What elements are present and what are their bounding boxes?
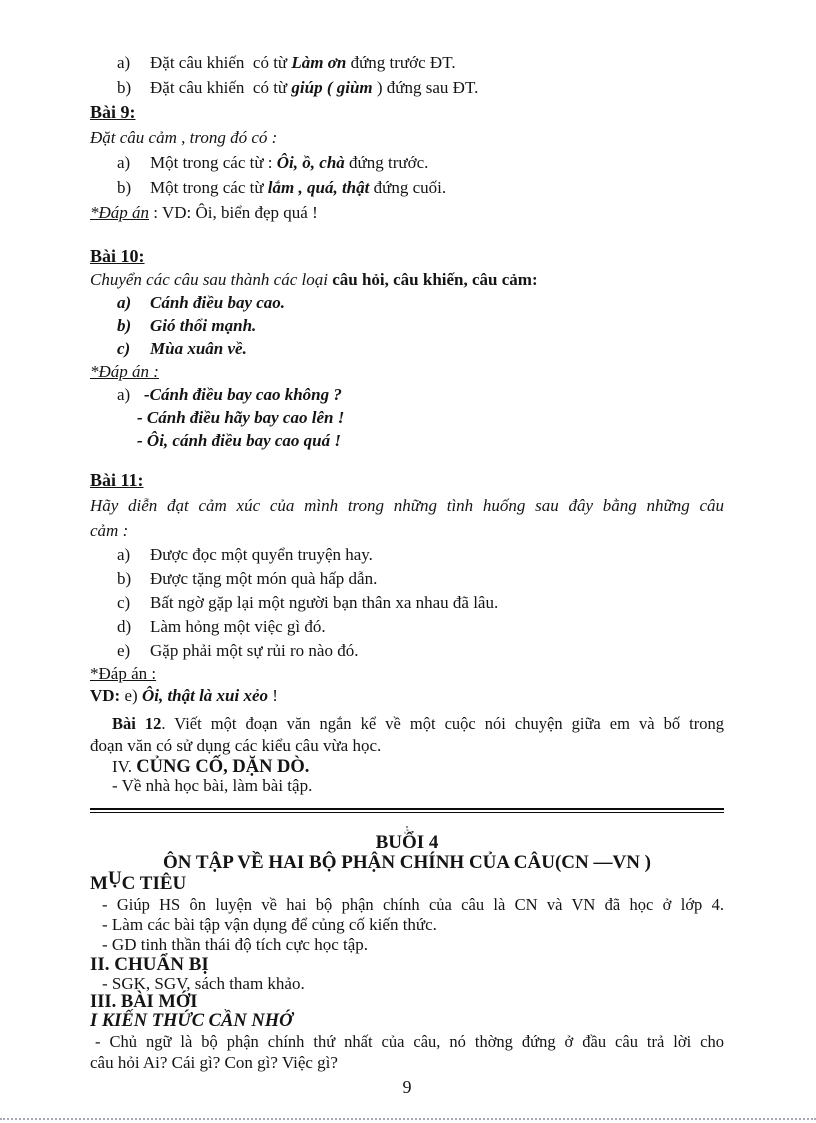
exercise11-item-b xyxy=(117,567,724,591)
item-text: Một trong các từ : xyxy=(150,153,277,172)
item-text: Làm hỏng một việc gì đó. xyxy=(150,617,326,636)
exercise10-item-a xyxy=(117,291,724,314)
exercise10-answer-label xyxy=(90,360,724,383)
section4-heading xyxy=(90,757,724,777)
list-marker: c) xyxy=(117,339,131,358)
exercise10-answer-b: - Cánh điều hãy bay cao lên ! xyxy=(137,408,345,427)
exercise11-item-c xyxy=(117,591,724,615)
objective-item-3: - GD tinh thần thái độ tích cực học tập. xyxy=(102,935,369,954)
session-title: BUỔI 4 xyxy=(375,832,439,853)
exercise12-line2: đoạn văn có sử dụng các kiểu câu vừa học. xyxy=(90,736,382,755)
exercise10-title: Bài 10: xyxy=(90,246,145,266)
exercise11-intro-line1: Hãy diễn đạt cảm xúc của mình trong những tình huống sau đây bằng những câu xyxy=(90,496,724,515)
exercise11-item-a xyxy=(117,543,724,567)
item-text: Cánh điều bay cao. xyxy=(150,293,286,312)
heading-raised-letter: Ụ xyxy=(107,868,122,889)
item-text-emphasis: Làm ơn xyxy=(291,53,347,72)
exercise9-intro: Đặt câu cảm , trong đó có : xyxy=(90,128,278,147)
list-marker: b) xyxy=(117,316,132,335)
answer-label: *Đáp án : xyxy=(90,664,157,683)
item-text: Một trong các từ xyxy=(150,178,268,197)
answer-label: *Đáp án xyxy=(90,203,150,222)
exercise8-item-b xyxy=(117,75,724,100)
answer-text: e) xyxy=(120,686,142,705)
exercise9-item-a xyxy=(117,150,724,175)
answer-text: -Cánh điều bay cao không ? xyxy=(144,385,342,404)
heading-text: C TIÊU xyxy=(121,873,187,894)
list-marker: a) xyxy=(117,153,131,172)
item-text: Bất ngờ gặp lại một người bạn thân xa nhau đã lâu. xyxy=(150,593,499,612)
scan-artifact xyxy=(406,826,408,828)
footer-dotted-line xyxy=(0,1118,816,1120)
item-text: Gặp phải một sự rủi ro nào đó. xyxy=(150,641,359,660)
list-marker: b) xyxy=(117,569,132,588)
item-text: Đặt câu khiến có từ xyxy=(150,78,292,97)
preparation-note: - SGK, SGV, sách tham khảo. xyxy=(102,974,305,993)
preparation-heading: II. CHUẨN BỊ xyxy=(90,954,209,975)
heading-text: M xyxy=(90,873,108,894)
section-divider-line xyxy=(90,808,724,813)
exercise11-title: Bài 11: xyxy=(90,470,144,490)
list-marker: a) xyxy=(117,385,135,404)
list-marker: a) xyxy=(117,545,131,564)
item-text: đứng trước ĐT. xyxy=(346,53,456,72)
objective-item-2: - Làm các bài tập vận dụng để củng cố kiến thức. xyxy=(102,915,437,934)
answer-label: *Đáp án : xyxy=(90,362,159,381)
item-text: Được đọc một quyển truyện hay. xyxy=(150,545,373,564)
section-title: CỦNG CỐ, DẶN DÒ. xyxy=(136,757,310,777)
item-text: Đặt câu khiến có từ xyxy=(150,53,292,72)
exercise12-label: Bài 12 xyxy=(112,714,162,733)
intro-bold: câu hỏi, câu khiến, câu cảm: xyxy=(332,270,538,289)
exercise9-title: Bài 9: xyxy=(90,102,136,122)
answer-text: : VD: Ôi, biển đẹp quá ! xyxy=(149,203,318,222)
exercise8-item-a xyxy=(117,50,724,75)
knowledge-heading: I KIẾN THỨC CẦN NHỚ xyxy=(90,1011,293,1031)
item-text-emphasis: Ôi, ồ, chà xyxy=(276,153,345,172)
section-number: IV. xyxy=(112,757,137,776)
objectives-heading xyxy=(90,868,724,895)
exercise11-answer xyxy=(90,685,724,707)
answer-text: ! xyxy=(268,686,278,705)
exercise9-answer xyxy=(90,200,724,225)
exercise10-answer-a xyxy=(117,383,724,406)
exercise11-intro-line2: cảm : xyxy=(90,521,129,540)
knowledge-text-line2: câu hỏi Ai? Cái gì? Con gì? Việc gì? xyxy=(90,1053,338,1072)
answer-text-emphasis: Ôi, thật là xui xẻo xyxy=(141,686,269,705)
item-text: Gió thổi mạnh. xyxy=(150,316,257,335)
item-text: đứng cuối. xyxy=(369,178,447,197)
item-text: đứng trước. xyxy=(344,153,429,172)
knowledge-text-line1: - Chủ ngữ là bộ phận chính thứ nhất của câu, nó thờng đứng ở đầu câu trả lời cho xyxy=(95,1032,724,1051)
list-marker: b) xyxy=(117,178,132,197)
objective-item-1: - Giúp HS ôn luyện về hai bộ phận chính của câu là CN và VN đã học ở lớp 4. xyxy=(102,895,724,914)
list-marker: e) xyxy=(117,641,131,660)
list-marker: b) xyxy=(117,78,132,97)
list-marker: a) xyxy=(117,293,132,312)
paragraph-text: . Viết một đoạn văn ngắn kể về một cuộc nói chuyện giữa em và bố trong xyxy=(161,714,724,733)
exercise9-item-b xyxy=(117,175,724,200)
new-lesson-heading: III. BÀI MỚI xyxy=(90,992,198,1012)
list-marker: c) xyxy=(117,593,131,612)
item-text: ) đứng sau ĐT. xyxy=(372,78,479,97)
exercise11-item-d xyxy=(117,615,724,639)
exercise10-answer-c: - Ôi, cánh điều bay cao quá ! xyxy=(137,431,341,450)
item-text-emphasis: giúp ( giùm xyxy=(291,78,373,97)
exercise11-item-e xyxy=(117,639,724,663)
exercise10-item-c xyxy=(117,337,724,360)
list-marker: d) xyxy=(117,617,132,636)
answer-vd-label: VD: xyxy=(90,686,121,705)
item-text: Mùa xuân về. xyxy=(150,339,247,358)
page-number: 9 xyxy=(402,1077,412,1097)
intro-italic: Chuyển các câu sau thành các loại xyxy=(90,270,333,289)
item-text-emphasis: lắm , quá, thật xyxy=(267,178,370,197)
session-subtitle: ÔN TẬP VỀ HAI BỘ PHẬN CHÍNH CỦA CÂU(CN —VN ) xyxy=(162,852,652,873)
exercise11-answer-label xyxy=(90,663,724,685)
homework-note: - Về nhà học bài, làm bài tập. xyxy=(112,776,313,795)
exercise10-intro xyxy=(90,268,724,291)
list-marker: a) xyxy=(117,53,131,72)
exercise10-item-b xyxy=(117,314,724,337)
exercise12-line1 xyxy=(90,713,724,735)
item-text: Được tặng một món quà hấp dẫn. xyxy=(150,569,378,588)
